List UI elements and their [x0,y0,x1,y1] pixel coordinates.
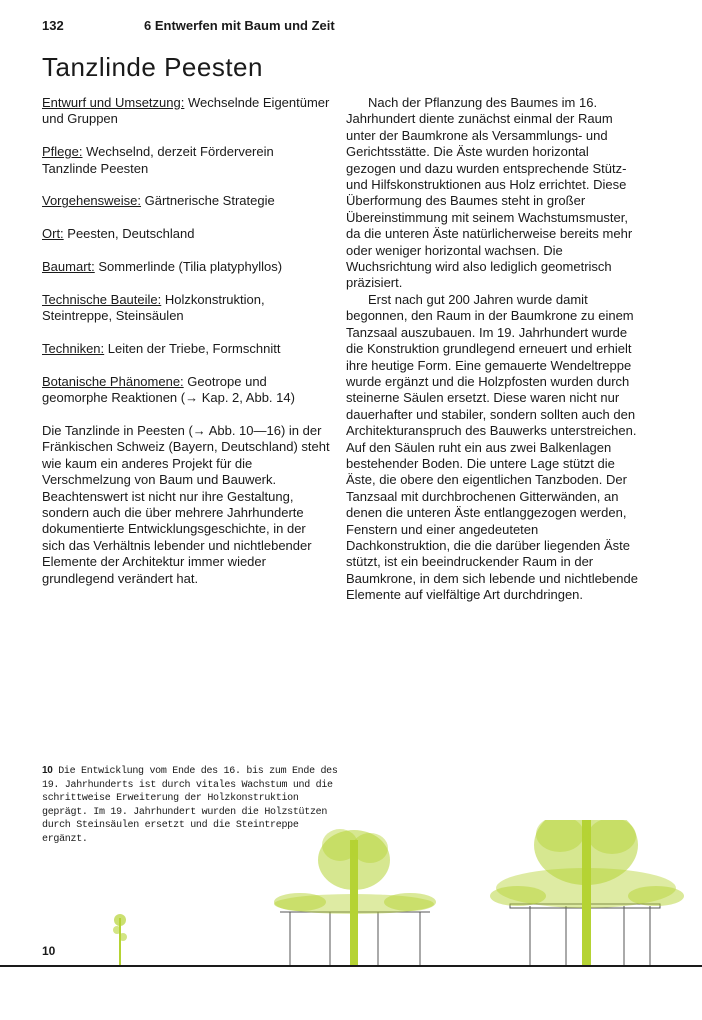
meta-key: Entwurf und Umsetzung: [42,95,185,110]
figure-number: 10 [42,944,56,958]
meta-value: Wechselnd, derzeit Förderverein Tanzlinde Peesten [42,144,274,176]
meta-key: Pflege: [42,144,83,160]
meta-item [42,259,330,275]
meta-value: Peesten, Deutschland [63,226,195,242]
meta-value: Holzkonstruktion, Steintreppe, Steinsäulen [42,291,265,324]
chapter-title: 6 Entwerfen mit Baum und Zeit [144,18,335,33]
mature-tree-with-dance-hall [490,820,684,966]
body-paragraph-1: Nach der Pflanzung des Baumes im 16. Jahrhundert diente zunächst einmal der Raum unter der Baumkrone als Versammlungs- und Gerichtsstätte. Die Äste wurden horizontal gezogen und dazu wurden entsprechende Stütz- und Hilfskonstruktionen aus Holz errichtet. Diese Überformung des Baumes steht in großer Übereinstimmung mit seinem Wachstumsmuster, da die unteren Äste natürlicherweise bereits mehr oder weniger horizontal wachsen. Die Wuchsrichtung wird also lediglich geometrisch präzisiert. [346,95,633,291]
caption-text: Die Entwicklung vom Ende des 16. bis zum Ende des 19. Jahrhunderts ist durch vitales Wachstum und die schrittweise Erweiterung der Holzkonstruktion geprägt. Im 19. Jahrhundert wurden die Holzstützen durch Steinsäulen ersetzt und die Steintreppe ergänzt. [42,766,338,845]
page-title: Tanzlinde Peesten [42,52,263,82]
meta-key: Botanische Phänomene: [42,373,184,389]
meta-key: Baumart: [42,259,95,274]
meta-key: Techniken: [42,341,105,356]
project-metadata [42,95,330,407]
meta-item [42,226,330,242]
young-tree-drawing [113,914,127,966]
ground-line [0,965,702,967]
page-number: 132 [42,18,64,33]
meta-item [42,95,330,128]
right-column [346,95,638,604]
body-paragraph-2: Erst nach gut 200 Jahren wurde damit begonnen, den Raum in der Baumkrone zu einem Tanzsaal auszubauen. Im 19. Jahrhundert wurde die Konstruktion grundlegend erneuert und erhielt ihre heutige Form. Eine gemauerte Wendeltreppe wurde ergänzt und die Holzpfosten wurden durch steinerne Säulen ersetzt. Diese waren nicht nur dauerhafter und stabiler, sondern sollten auch den Architekturanspruch des Bauwerks unterstreichen. Auf den Säulen ruht ein aus zwei Balkenlagen bestehender Boden. Die untere Lage stützt die Äste, die obere den eigentlichen Tanzboden. Der Tanzsaal mit durchbrochenen Gitterwänden, an denen die unteren Äste entlanggezogen werden, Fenstern und einer angedeuteten Dachkonstruktion, die die darüber liegenden Äste stützt, ist ein beeindruckender Raum in der Baumkrone, in dem sich lebende und nichtlebende Elemente auf vielfältige Art durchdringen. [346,291,638,603]
meta-item [42,292,330,325]
intro-paragraph: Die Tanzlinde in Peesten (→ Abb. 10—16) in der Fränkischen Schweiz (Bayern, Deutschland) steht wie kaum ein anderes Projekt für die Verschmelzung von Baum und Bauwerk. Beachtenswert ist nicht nur ihre Gestaltung, sondern auch die über mehrere Jahrhunderte dokumentierte Entwicklungsgeschichte, in der sich das Verhältnis lebender und nichtlebender Elemente der Architektur immer wieder grundlegend verändert hat. [42,423,330,586]
meta-value: Geotrope und geomorphe Reaktionen (→ Kap. 2, Abb. 14) [42,373,295,406]
meta-value: Leiten der Triebe, Formschnitt [104,341,281,356]
meta-value: Gärtnerische Strategie [141,193,275,209]
meta-item [42,374,330,407]
meta-key: Technische Bauteile: [42,291,162,307]
meta-key: Vorgehensweise: [42,193,142,209]
middle-tree-with-wooden-frame [274,829,436,966]
meta-item [42,144,330,177]
meta-item [42,193,330,209]
meta-value: Sommerlinde (Tilia platyphyllos) [94,259,283,274]
meta-key: Ort: [42,226,64,242]
caption-number: 10 [42,765,53,776]
meta-value: Wechselnde Eigentümer und Gruppen [42,95,330,127]
page-header [42,18,660,38]
tree-development-illustration [0,820,702,966]
left-column [42,95,330,587]
meta-item [42,341,330,357]
